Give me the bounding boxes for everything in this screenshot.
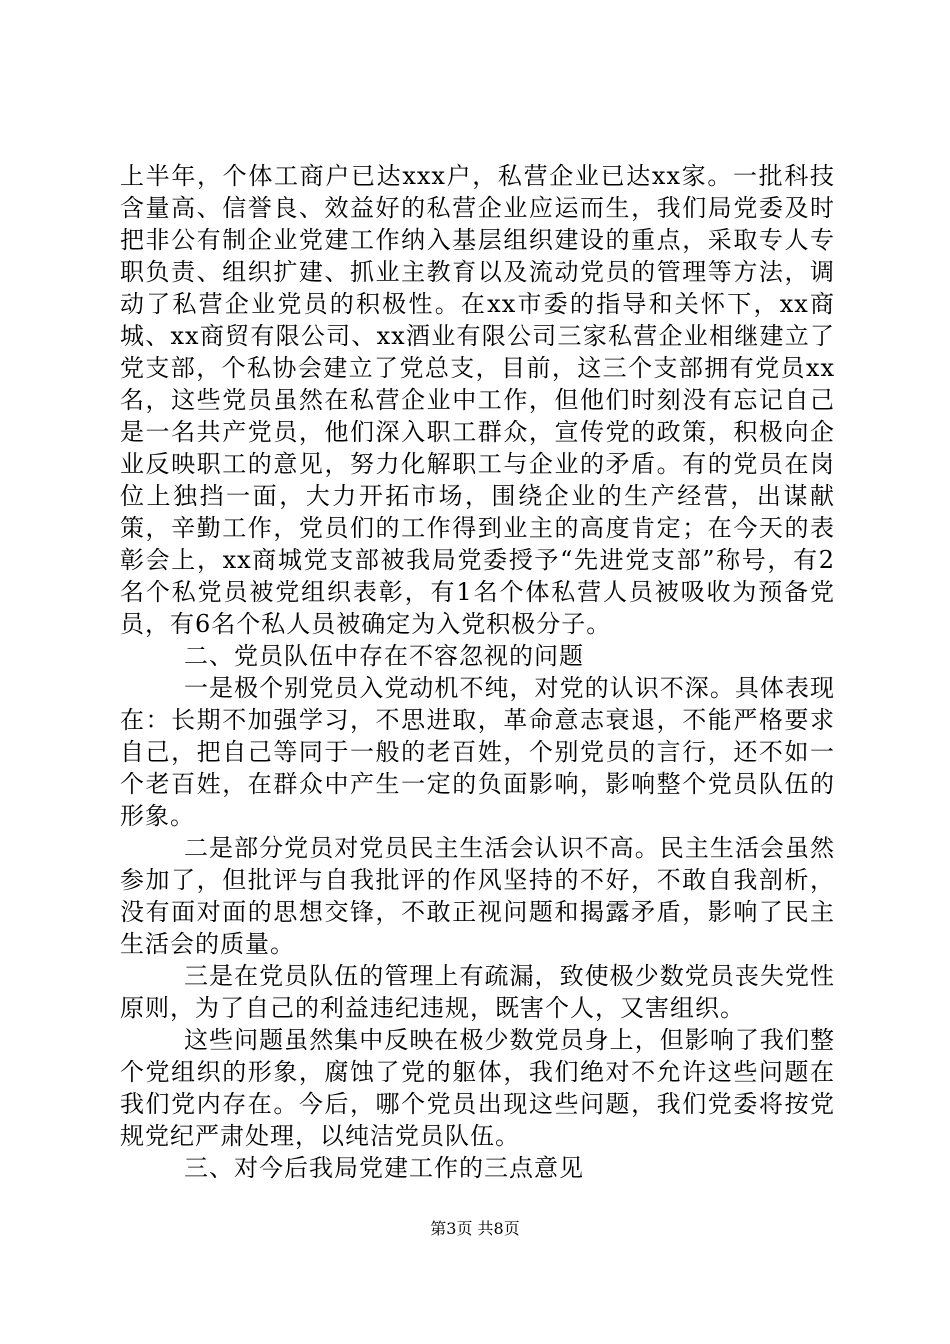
section-heading-problems: 二、党员队伍中存在不容忽视的问题 <box>184 642 584 670</box>
paragraph-problem-two: 二是部分党员对党员民主生活会认识不高。民主生活会虽然参加了，但批评与自我批评的作风坚持的不好，不敢自我剖析，没有面对面的思想交锋，不敢正视问题和揭露矛盾，影响了民主生活会的质量。 <box>120 834 835 958</box>
page-number-footer: 第3页 共8页 <box>430 1219 520 1238</box>
paragraph-private-enterprise-party-building: 上半年，个体工商户已达xxx户，私营企业已达xx家。一批科技含量高、信誉良、效益好的私营企业应运而生，我们局党委及时把非公有制企业党建工作纳入基层组织建设的重点，采取专人专职负责、组织扩建、抓业主教育以及流动党员的管理等方法，调动了私营企业党员的积极性。在xx市委的指导和关怀下，xx商城、xx商贸有限公司、xx酒业有限公司三家私营企业相继建立了党支部，个私协会建立了党总支，目前，这三个支部拥有党员xx名，这些党员虽然在私营企业中工作，但他们时刻没有忘记自己是一名共产党员，他们深入职工群众，宣传党的政策，积极向企业反映职工的意见，努力化解职工与企业的矛盾。有的党员在岗位上独挡一面，大力开拓市场，围绕企业的生产经营，出谋献策，辛勤工作，党员们的工作得到业主的高度肯定；在今天的表彰会上，xx商城党支部被我局党委授予“先进党支部”称号，有2名个私党员被党组织表彰，有1名个体私营人员被吸收为预备党员，有6名个私人员被确定为入党积极分子。 <box>120 162 835 638</box>
section-heading-opinions: 三、对今后我局党建工作的三点意见 <box>184 1154 584 1182</box>
paragraph-problem-one: 一是极个别党员入党动机不纯，对党的认识不深。具体表现在：长期不加强学习，不思进取，革命意志衰退，不能严格要求自己，把自己等同于一般的老百姓，个别党员的言行，还不如一个老百姓，在群众中产生一定的负面影响，影响整个党员队伍的形象。 <box>120 674 835 830</box>
paragraph-problem-summary: 这些问题虽然集中反映在极少数党员身上，但影响了我们整个党组织的形象，腐蚀了党的躯体，我们绝对不允许这些问题在我们党内存在。今后，哪个党员出现这些问题，我们党委将按党规党纪严肃处理，以纯洁党员队伍。 <box>120 1026 835 1150</box>
document-body <box>120 160 835 1184</box>
paragraph-problem-three: 三是在党员队伍的管理上有疏漏，致使极少数党员丧失党性原则，为了自己的利益违纪违规，既害个人，又害组织。 <box>120 962 835 1022</box>
